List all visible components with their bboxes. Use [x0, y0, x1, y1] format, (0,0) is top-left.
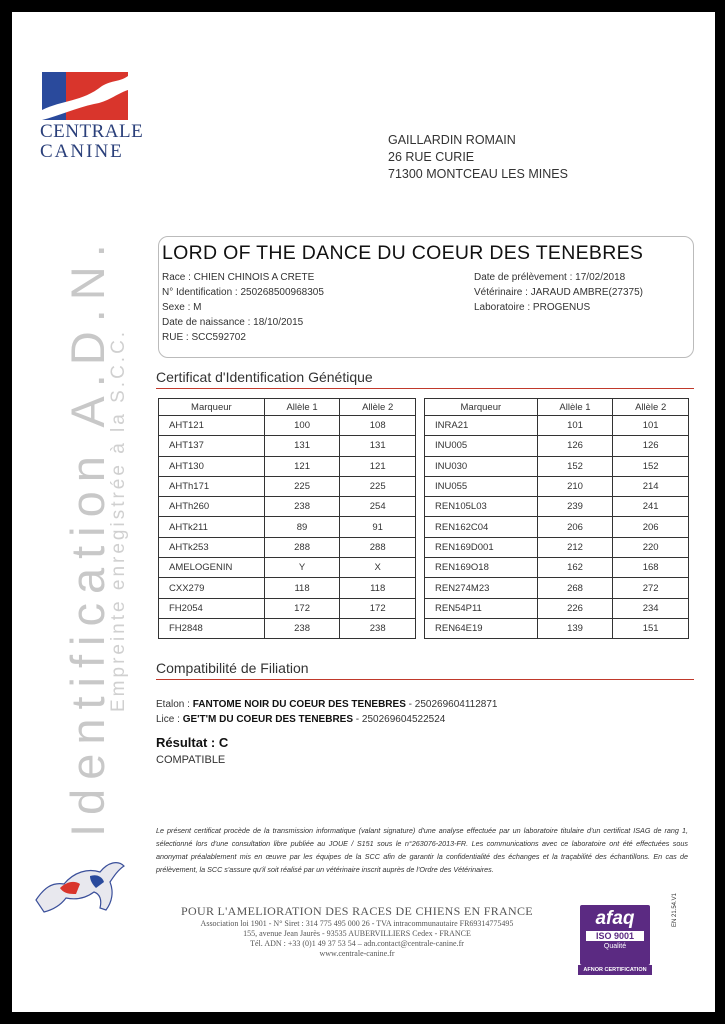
allele2-value: 152	[613, 456, 689, 476]
marker-name: AHT130	[159, 456, 265, 476]
marker-row	[425, 578, 689, 598]
certificate-page	[12, 12, 715, 1012]
marker-name: REN54P11	[425, 598, 538, 618]
allele1-value: 268	[537, 578, 613, 598]
filiation-result	[156, 735, 228, 766]
allele1-value: 126	[537, 436, 613, 456]
allele1-value: 238	[264, 618, 340, 638]
marker-row	[159, 436, 416, 456]
marker-name: REN274M23	[425, 578, 538, 598]
filiation-divider	[156, 679, 694, 680]
allele2-value: 151	[613, 618, 689, 638]
footer-slogan: POUR L'AMELIORATION DES RACES DE CHIENS EN FRANCE	[181, 904, 533, 918]
afaq-brand: afaq	[595, 908, 635, 929]
allele2-value: 272	[613, 578, 689, 598]
allele1-value: 118	[264, 578, 340, 598]
result-value: COMPATIBLE	[156, 754, 226, 766]
centrale-canine-logo	[40, 72, 144, 162]
watermark-main: Identification A.D.N.	[61, 235, 114, 837]
marker-name: AHTk211	[159, 517, 265, 537]
allele2-value: 121	[340, 456, 416, 476]
etalon-label: Etalon :	[156, 699, 193, 710]
marker-name: REN162C04	[425, 517, 538, 537]
header-allele2: Allèle 2	[340, 399, 416, 416]
marker-row	[425, 598, 689, 618]
allele2-value: 234	[613, 598, 689, 618]
allele1-value: 226	[537, 598, 613, 618]
marker-name: INRA21	[425, 416, 538, 436]
footer-address: 155, avenue Jean Jaurès - 93535 AUBERVILLIERS Cedex - FRANCE	[243, 929, 471, 938]
address-line: GAILLARDIN ROMAIN	[388, 133, 516, 147]
allele2-value: 118	[340, 578, 416, 598]
marker-table-left	[158, 398, 416, 639]
marker-row	[159, 476, 416, 496]
marker-name: INU055	[425, 476, 538, 496]
footer-website: www.centrale-canine.fr	[319, 949, 395, 958]
address-line: 71300 MONTCEAU LES MINES	[388, 167, 568, 181]
allele2-value: 91	[340, 517, 416, 537]
footer-contact: Tél. ADN : +33 (0)1 49 37 53 54 – adn.contact@centrale-canine.fr	[250, 939, 464, 948]
afaq-quality: Qualité	[603, 943, 627, 950]
allele1-value: 212	[537, 537, 613, 557]
marker-row	[159, 618, 416, 638]
allele1-value: 225	[264, 476, 340, 496]
marker-row	[159, 537, 416, 557]
filiation-parents	[156, 697, 497, 727]
header-marqueur: Marqueur	[425, 399, 538, 416]
veterinarian: Vétérinaire : JARAUD AMBRE(27375)	[474, 287, 643, 298]
marker-row	[425, 476, 689, 496]
result-label: Résultat : C	[156, 735, 229, 750]
marker-row	[159, 497, 416, 517]
dog-rue: RUE : SCC592702	[162, 332, 246, 343]
laboratory: Laboratoire : PROGENUS	[474, 302, 591, 313]
allele1-value: 172	[264, 598, 340, 618]
marker-name: INU005	[425, 436, 538, 456]
header-allele1: Allèle 1	[264, 399, 340, 416]
flag-dog-icon	[42, 72, 128, 120]
allele1-value: 89	[264, 517, 340, 537]
lice-line	[156, 712, 497, 727]
allele2-value: X	[340, 558, 416, 578]
certificat-title: Certificat d'Identification Génétique	[156, 369, 373, 385]
lice-id: - 250269604522524	[353, 714, 446, 725]
allele2-value: 254	[340, 497, 416, 517]
filiation-title: Compatibilité de Filiation	[156, 660, 309, 676]
allele1-value: 121	[264, 456, 340, 476]
marker-row	[425, 517, 689, 537]
allele2-value: 220	[613, 537, 689, 557]
allele1-value: 288	[264, 537, 340, 557]
marker-row	[159, 598, 416, 618]
dog-sex: Sexe : M	[162, 302, 202, 313]
dog-birthdate: Date de naissance : 18/10/2015	[162, 317, 304, 328]
footer	[167, 904, 547, 959]
allele2-value: 288	[340, 537, 416, 557]
allele1-value: 238	[264, 497, 340, 517]
marker-row	[425, 537, 689, 557]
marker-name: CXX279	[159, 578, 265, 598]
dog-name: LORD OF THE DANCE DU COEUR DES TENEBRES	[162, 242, 644, 264]
marker-name: FH2848	[159, 618, 265, 638]
etalon-name: FANTOME NOIR DU COEUR DES TENEBRES	[192, 699, 406, 710]
footer-siret: Association loi 1901 - N° Siret : 314 775 495 000 26 - TVA intracommunautaire FR69314775495	[200, 919, 514, 928]
allele2-value: 172	[340, 598, 416, 618]
marker-row	[425, 436, 689, 456]
allele2-value: 168	[613, 558, 689, 578]
legal-notice: Le présent certificat procède de la transmission informatique (valant signature) d'une analyse effectuée par un laboratoire titulaire d'un certificat ISAG de rang 1, sélectionné lors d'une consultation libre publiée au JOUE / S151 sous le n°263076-2013-FR. Les communications avec ce laboratoire ont été effectuées sous anonymat préalablement mis en œuvre par les équipes de la SCC afin de garantir la confidentialité des échanges et la traçabilité des échantillons. En cas de prélèvement, la SCC s'assure qu'il soit réalisé par un vétérinaire inscrit auprès de l'Ordre des Vétérinaires.	[156, 826, 688, 874]
document-reference: EN 21.54.V1	[672, 892, 678, 927]
logo-text	[40, 122, 143, 162]
afaq-standard: ISO 9001	[586, 931, 644, 941]
recipient-address	[388, 132, 568, 183]
marker-name: AHT137	[159, 436, 265, 456]
marker-row	[425, 416, 689, 436]
watermark-sub: Empreinte enregistrée à la S.C.C.	[108, 328, 129, 712]
marker-name: INU030	[425, 456, 538, 476]
allele2-value: 131	[340, 436, 416, 456]
allele1-value: 101	[537, 416, 613, 436]
header-allele2: Allèle 2	[613, 399, 689, 416]
address-line: 26 RUE CURIE	[388, 150, 475, 164]
dog-identification: N° Identification : 250268500968305	[162, 287, 324, 298]
lice-label: Lice :	[156, 714, 183, 725]
allele1-value: 206	[537, 517, 613, 537]
header-marqueur: Marqueur	[159, 399, 265, 416]
dog-mascot-icon	[30, 848, 130, 918]
marker-row	[425, 497, 689, 517]
sample-date: Date de prélèvement : 17/02/2018	[474, 272, 626, 283]
allele2-value: 206	[613, 517, 689, 537]
certificat-divider	[156, 388, 694, 389]
allele1-value: 139	[537, 618, 613, 638]
marker-name: REN105L03	[425, 497, 538, 517]
dog-race: Race : CHIEN CHINOIS A CRETE	[162, 272, 315, 283]
marker-row	[425, 618, 689, 638]
marker-name: REN64E19	[425, 618, 538, 638]
allele1-value: 100	[264, 416, 340, 436]
allele1-value: 131	[264, 436, 340, 456]
allele2-value: 225	[340, 476, 416, 496]
marker-row	[159, 416, 416, 436]
allele2-value: 241	[613, 497, 689, 517]
marker-name: AHTk253	[159, 537, 265, 557]
allele1-value: 210	[537, 476, 613, 496]
allele1-value: 152	[537, 456, 613, 476]
marker-name: REN169O18	[425, 558, 538, 578]
marker-name: AHTh260	[159, 497, 265, 517]
allele1-value: 239	[537, 497, 613, 517]
marker-table-right	[424, 398, 689, 639]
marker-row	[159, 517, 416, 537]
etalon-id: - 250269604112871	[405, 699, 498, 710]
afaq-logo	[580, 905, 650, 965]
marker-row	[425, 558, 689, 578]
marker-name: AHTh171	[159, 476, 265, 496]
header-allele1: Allèle 1	[537, 399, 613, 416]
allele1-value: 162	[537, 558, 613, 578]
lice-name: GE'T'M DU COEUR DES TENEBRES	[182, 714, 354, 725]
marker-row	[425, 456, 689, 476]
dog-info-left	[162, 270, 324, 345]
allele1-value: Y	[264, 558, 340, 578]
marker-name: AHT121	[159, 416, 265, 436]
marker-row	[159, 558, 416, 578]
logo-line1: CENTRALE	[40, 121, 144, 142]
afaq-certification: AFNOR CERTIFICATION	[578, 965, 652, 975]
allele2-value: 108	[340, 416, 416, 436]
allele2-value: 101	[613, 416, 689, 436]
marker-row	[159, 578, 416, 598]
allele2-value: 238	[340, 618, 416, 638]
marker-name: AMELOGENIN	[159, 558, 265, 578]
allele2-value: 126	[613, 436, 689, 456]
logo-line2: CANINE	[40, 141, 124, 162]
marker-name: FH2054	[159, 598, 265, 618]
marker-name: REN169D001	[425, 537, 538, 557]
marker-row	[159, 456, 416, 476]
dog-info-right	[474, 270, 643, 315]
etalon-line	[156, 697, 497, 712]
allele2-value: 214	[613, 476, 689, 496]
